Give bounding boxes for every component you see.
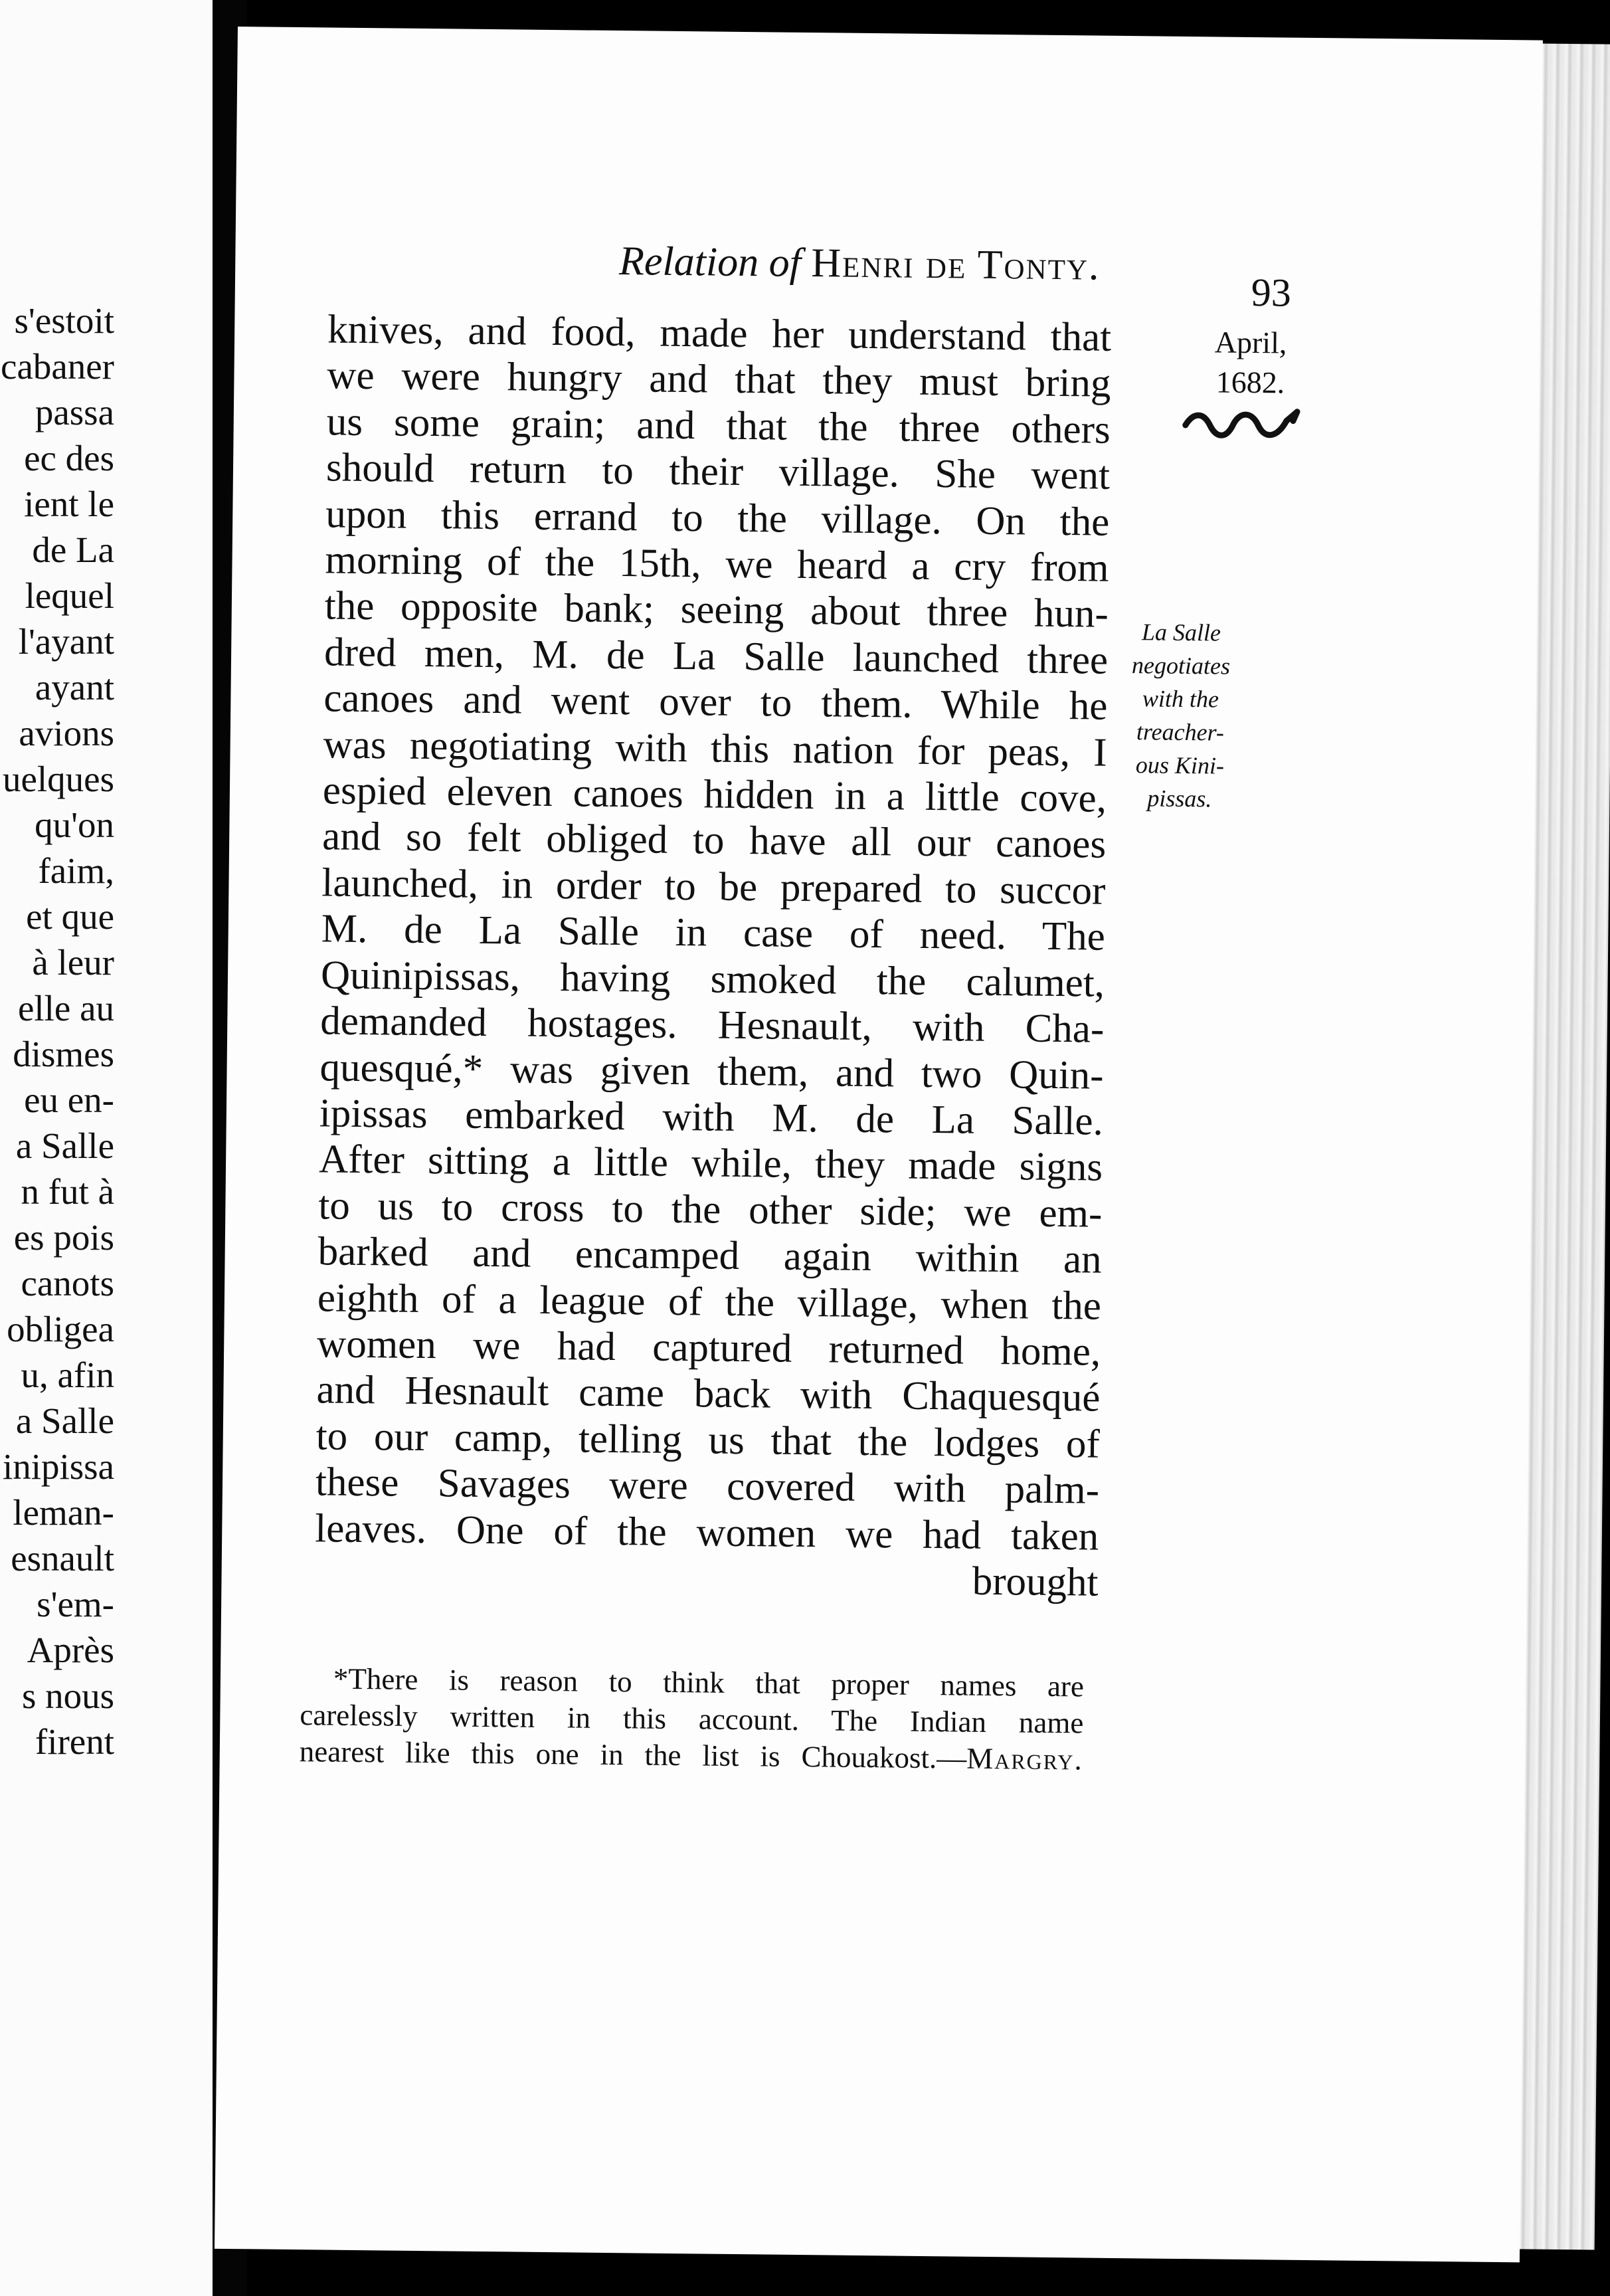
sidenote-line: negotiates xyxy=(1131,652,1231,680)
previous-page-line: a Salle xyxy=(15,1125,114,1166)
previous-page-line: obligea xyxy=(7,1309,114,1349)
previous-page-line: avions xyxy=(19,713,114,753)
text-line: and so felt obliged to have all our canoes xyxy=(321,814,1107,868)
previous-page-line: inipissa xyxy=(2,1446,114,1487)
footnote-line-last xyxy=(300,1733,1084,1778)
previous-page-line: esnault xyxy=(11,1538,114,1578)
previous-page-fragment xyxy=(0,0,213,2296)
margin-date-month: April, xyxy=(1214,325,1287,360)
footnote-line: carelessly written in this account. The Indian name xyxy=(300,1698,1084,1740)
text-line: eighth of a league of the village, when the xyxy=(317,1275,1102,1329)
footnote-line: *There is reason to think that proper names are xyxy=(333,1662,1085,1703)
previous-page-line: Après xyxy=(27,1630,114,1670)
text-line: Quinipissas, having smoked the calumet, xyxy=(320,953,1105,1006)
main-text xyxy=(314,306,1111,1606)
sidenote-line: La Salle xyxy=(1141,619,1221,646)
text-line: M. de La Salle in case of need. The xyxy=(321,906,1106,960)
text-line: us some grain; and that the three others xyxy=(326,399,1111,452)
previous-page-line: u, afin xyxy=(21,1355,114,1395)
text-line: the opposite bank; seeing about three hun- xyxy=(324,583,1109,637)
sidenote-line: pissas. xyxy=(1147,785,1212,813)
text-line: barked and encamped again within an xyxy=(317,1229,1102,1282)
previous-page-line: passa xyxy=(35,392,114,432)
previous-page-line: n fut à xyxy=(21,1171,114,1212)
previous-page-line: s'em- xyxy=(37,1584,114,1624)
decorative-flourish-icon xyxy=(1180,399,1306,446)
previous-page-line: ayant xyxy=(35,667,114,708)
sidenote-line: treacher- xyxy=(1136,718,1225,746)
previous-page-line: uelques xyxy=(2,759,114,799)
text-line: morning of the 15th, we heard a cry from xyxy=(325,537,1109,591)
previous-page-line: leman- xyxy=(13,1492,114,1533)
running-head xyxy=(458,236,1262,292)
previous-page-line: ient le xyxy=(24,484,114,524)
running-head-italic: Relation of xyxy=(618,239,802,286)
sidenote-line: ous Kini- xyxy=(1135,751,1225,779)
text-line: canoes and went over to them. While he xyxy=(323,676,1108,729)
margin-date xyxy=(1150,322,1350,403)
text-line: ipissas embarked with M. de La Salle. xyxy=(319,1091,1104,1144)
footnote xyxy=(300,1660,1085,1778)
text-line: espied eleven canoes hidden in a little cove, xyxy=(322,768,1107,821)
text-line: was negotiating with this nation for peas, I xyxy=(323,722,1107,775)
footnote-attribution: Margry. xyxy=(966,1741,1084,1776)
text-line: to us to cross to the other side; we em- xyxy=(318,1183,1103,1236)
previous-page-line: ec des xyxy=(24,438,114,478)
text-line: these Savages were covered with palm- xyxy=(315,1460,1100,1513)
previous-page-line: es pois xyxy=(13,1217,114,1258)
previous-page-line: a Salle xyxy=(15,1400,114,1441)
text-line: women we had captured returned home, xyxy=(316,1321,1101,1375)
text-line: upon this errand to the village. On the xyxy=(325,492,1110,545)
text-line: launched, in order to be prepared to succor xyxy=(321,860,1106,913)
footnote-text: nearest like this one in the list is Chouakost.— xyxy=(299,1735,967,1775)
page-number: 93 xyxy=(1251,270,1292,315)
margin-date-year: 1682. xyxy=(1215,365,1285,400)
text-line: to our camp, telling us that the lodges of xyxy=(315,1414,1101,1467)
book-page xyxy=(215,27,1543,2262)
previous-page-line: firent xyxy=(35,1721,114,1762)
text-line: should return to their village. She went xyxy=(325,445,1111,499)
previous-page-line: dismes xyxy=(13,1034,114,1074)
text-line: leaves. One of the women we had taken xyxy=(314,1505,1099,1559)
previous-page-line: faim, xyxy=(38,850,114,891)
previous-page-line: elle au xyxy=(17,988,114,1028)
text-line: and Hesnault came back with Chaquesqué xyxy=(316,1367,1101,1421)
text-line: dred men, M. de La Salle launched three xyxy=(323,630,1109,683)
previous-page-line: s'estoit xyxy=(14,300,114,341)
text-line: quesqué,* was given them, and two Quin- xyxy=(319,1044,1104,1098)
running-head-caps: Henri de Tonty. xyxy=(811,240,1101,289)
previous-page-line: canots xyxy=(21,1263,114,1303)
margin-sidenote xyxy=(1107,615,1255,816)
previous-page-line: de La xyxy=(32,529,114,570)
previous-page-line: s nous xyxy=(21,1675,114,1716)
previous-page-line: cabaner xyxy=(1,346,114,387)
previous-page-line: lequel xyxy=(25,575,114,616)
previous-page-line: eu en- xyxy=(24,1080,114,1120)
previous-page-line: et que xyxy=(26,896,114,937)
text-line: After sitting a little while, they made signs xyxy=(318,1137,1103,1191)
text-line: knives, and food, made her understand that xyxy=(327,307,1112,360)
text-line: we were hungry and that they must bring xyxy=(327,353,1111,407)
previous-page-text xyxy=(0,298,114,1765)
previous-page-line: l'ayant xyxy=(18,621,114,662)
text-line: demanded hostages. Hesnault, with Cha- xyxy=(319,999,1105,1052)
previous-page-line: à leur xyxy=(32,942,114,983)
text-line: brought xyxy=(972,1559,1099,1605)
previous-page-line: qu'on xyxy=(35,805,114,845)
sidenote-line: with the xyxy=(1142,685,1219,713)
